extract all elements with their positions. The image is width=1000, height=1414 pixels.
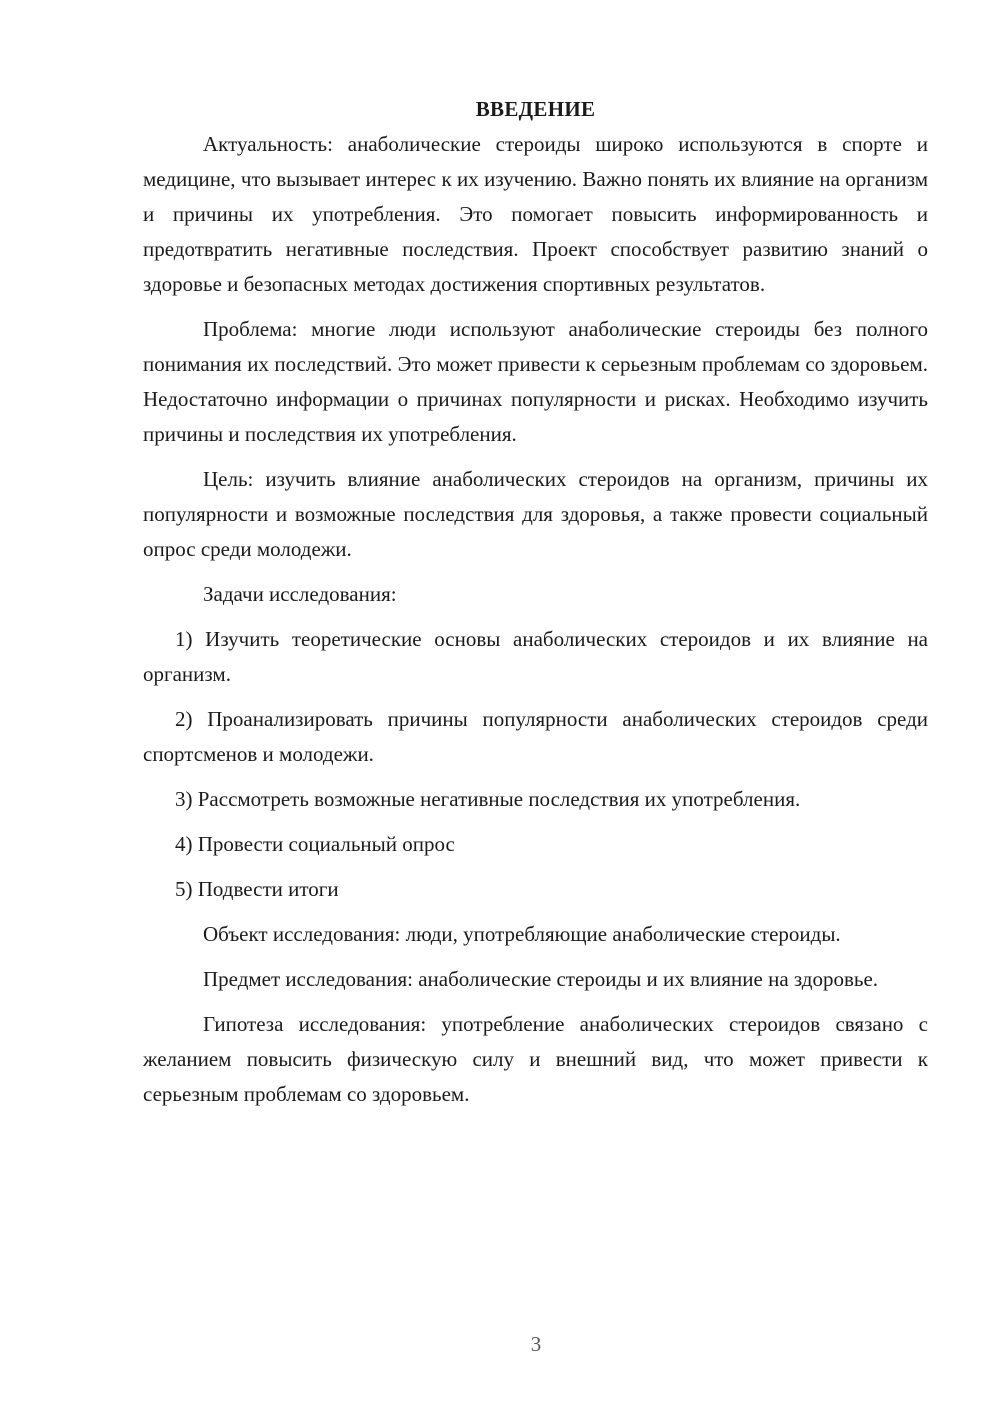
task-item-4: 4) Провести социальный опрос: [175, 832, 455, 856]
subject-paragraph: Предмет исследования: анаболические стероиды и их влияние на здоровье.: [203, 967, 879, 991]
task-item-5: 5) Подвести итоги: [175, 877, 339, 901]
page-number: 3: [530, 1332, 542, 1356]
object-paragraph: Объект исследования: люди, употребляющие анаболические стероиды.: [203, 922, 841, 946]
task-item-2: 2) Проанализировать причины популярности анаболических стероидов среди спортсменов и молодежи.: [143, 707, 928, 766]
section-title: ВВЕДЕНИЕ: [475, 97, 596, 121]
hypothesis-paragraph: Гипотеза исследования: употребление анаболических стероидов связано с желанием повысить физическую силу и внешний вид, что может привести к серьезным проблемам со здоровьем.: [143, 1012, 928, 1106]
task-item-1: 1) Изучить теоретические основы анаболических стероидов и их влияние на организм.: [143, 627, 928, 686]
goal-paragraph: Цель: изучить влияние анаболических стероидов на организм, причины их популярности и возможные последствия для здоровья, а также провести социальный опрос среди молодежи.: [143, 467, 928, 561]
task-item-3: 3) Рассмотреть возможные негативные последствия их употребления.: [175, 787, 801, 811]
document-page: [143, 92, 928, 1122]
tasks-heading: Задачи исследования:: [203, 582, 397, 606]
relevance-paragraph: Актуальность: анаболические стероиды широко используются в спорте и медицине, что вызывает интерес к их изучению. Важно понять их влияние на организм и причины их употребления. Это помогает повысить информированность и предотвратить негативные последствия. Проект способствует развитию знаний о здоровье и безопасных методах достижения спортивных результатов.: [143, 132, 928, 296]
problem-paragraph: Проблема: многие люди используют анаболические стероиды без полного понимания их последствий. Это может привести к серьезным проблемам со здоровьем. Недостаточно информации о причинах популярности и рисках. Необходимо изучить причины и последствия их употребления.: [143, 317, 928, 446]
